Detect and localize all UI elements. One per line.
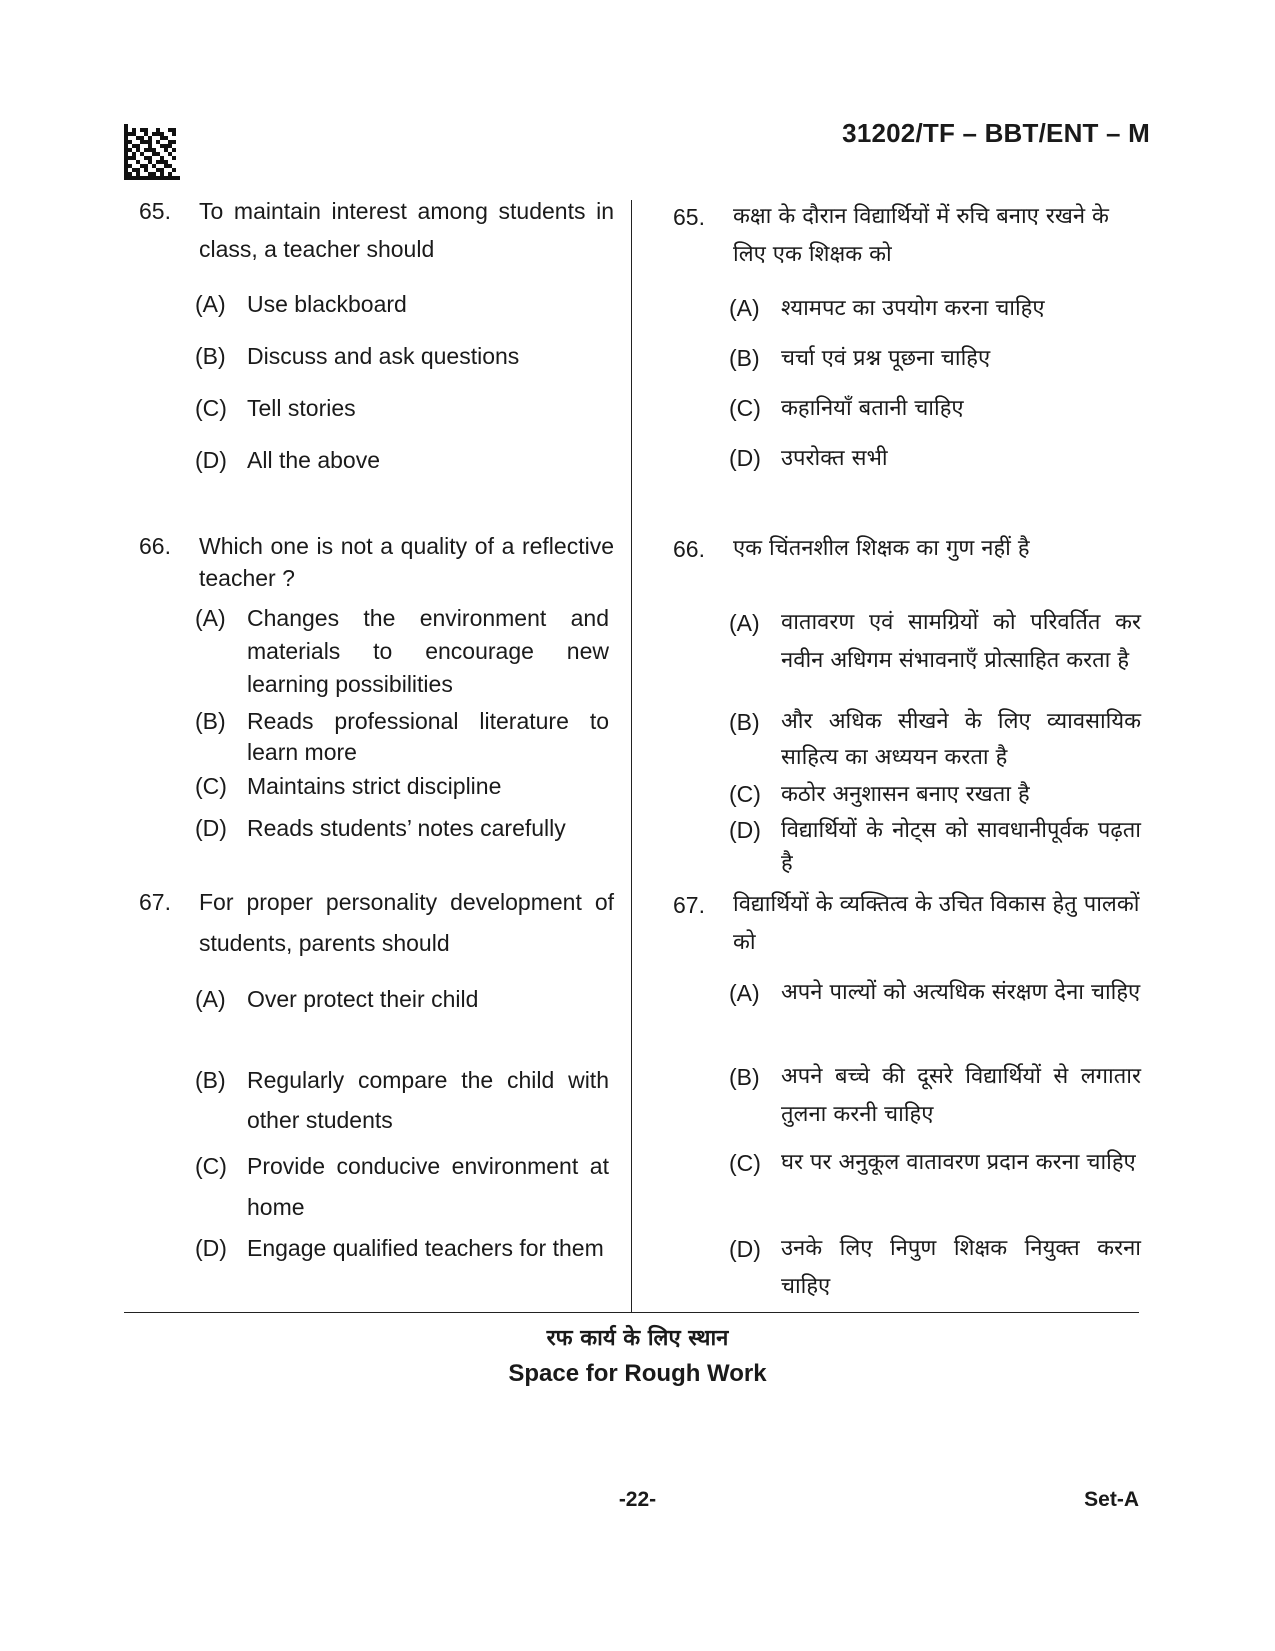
question-stem: For proper personality development of students, parents should	[199, 889, 614, 956]
question-number: 67.	[139, 889, 171, 915]
question-number: 66.	[139, 533, 171, 559]
option-text: Engage qualified teachers for them	[247, 1235, 604, 1261]
question-stem: कक्षा के दौरान विद्यार्थियों में रुचि बनाए रखने के लिए एक शिक्षक को	[733, 204, 1109, 267]
option-label: (D)	[195, 815, 227, 841]
option-text: Provide conducive environment at home	[247, 1153, 609, 1220]
option-label: (A)	[729, 610, 760, 636]
option-label: (C)	[729, 781, 761, 807]
option-text: Changes the environment and materials to encourage new learning possibilities	[247, 605, 609, 697]
option-text: उपरोक्त सभी	[781, 446, 888, 471]
option-label: (C)	[729, 1150, 761, 1176]
question-stem: विद्यार्थियों के व्यक्तित्व के उचित विकास हेतु पालकों को	[733, 892, 1140, 955]
option-text: Reads professional literature to learn more	[247, 708, 609, 765]
qr-code-icon	[124, 124, 180, 180]
option-text: विद्यार्थियों के नोट्स को सावधानीपूर्वक पढ़ता है	[781, 818, 1141, 876]
option-text: Use blackboard	[247, 291, 407, 317]
option-text: वातावरण एवं सामग्रियों को परिवर्तित कर नवीन अधिगम संभावनाएँ प्रोत्साहित करता है	[781, 610, 1141, 673]
option-label: (B)	[729, 345, 760, 371]
option-label: (B)	[195, 708, 226, 734]
page-number: -22-	[618, 1488, 657, 1511]
option-label: (A)	[195, 291, 226, 317]
paper-code: 31202/TF – BBT/ENT – M	[842, 118, 1150, 148]
option-label: (D)	[195, 1235, 227, 1261]
option-text: उनके लिए निपुण शिक्षक नियुक्त करना चाहिए	[781, 1236, 1141, 1299]
column-divider	[631, 200, 632, 1312]
option-label: (D)	[729, 445, 761, 471]
question-stem: Which one is not a quality of a reflective teacher ?	[199, 533, 614, 591]
option-text: Over protect their child	[247, 986, 479, 1012]
question-number: 65.	[673, 204, 705, 230]
option-label: (C)	[195, 1153, 227, 1179]
option-label: (C)	[195, 773, 227, 799]
option-text: All the above	[247, 447, 380, 473]
rough-work-heading-hindi: रफ कार्य के लिए स्थान	[546, 1326, 729, 1351]
option-text: Reads students’ notes carefully	[247, 815, 566, 841]
question-number: 65.	[139, 198, 171, 224]
option-label: (D)	[195, 447, 227, 473]
question-stem: To maintain interest among students in class, a teacher should	[199, 198, 614, 262]
option-text: अपने पाल्यों को अत्यधिक संरक्षण देना चाहिए	[781, 980, 1141, 1005]
option-text: Discuss and ask questions	[247, 343, 520, 369]
question-number: 66.	[673, 536, 705, 562]
option-text: कठोर अनुशासन बनाए रखता है	[781, 782, 1030, 807]
set-label: Set-A	[1084, 1488, 1139, 1511]
section-divider	[124, 1312, 1139, 1313]
option-text: अपने बच्चे की दूसरे विद्यार्थियों से लगातार तुलना करनी चाहिए	[781, 1064, 1141, 1127]
option-label: (C)	[195, 395, 227, 421]
option-label: (B)	[729, 1064, 760, 1090]
rough-work-heading-english: Space for Rough Work	[508, 1360, 767, 1387]
option-text: Tell stories	[247, 395, 356, 421]
option-label: (B)	[729, 709, 760, 735]
option-label: (D)	[729, 1236, 761, 1262]
option-text: घर पर अनुकूल वातावरण प्रदान करना चाहिए	[781, 1150, 1136, 1175]
question-stem: एक चिंतनशील शिक्षक का गुण नहीं है	[733, 536, 1030, 561]
option-label: (A)	[195, 605, 226, 631]
option-label: (A)	[729, 980, 760, 1006]
option-label: (B)	[195, 343, 226, 369]
option-text: और अधिक सीखने के लिए व्यावसायिक साहित्य का अध्ययन करता है	[781, 709, 1141, 770]
option-text: श्यामपट का उपयोग करना चाहिए	[781, 296, 1045, 321]
option-text: चर्चा एवं प्रश्न पूछना चाहिए	[781, 346, 991, 371]
question-number: 67.	[673, 892, 705, 918]
option-text: कहानियाँ बतानी चाहिए	[781, 396, 964, 421]
option-text: Regularly compare the child with other students	[247, 1067, 609, 1133]
option-label: (D)	[729, 817, 761, 843]
option-label: (C)	[729, 395, 761, 421]
option-label: (A)	[195, 986, 226, 1012]
option-text: Maintains strict discipline	[247, 773, 502, 799]
option-label: (A)	[729, 295, 760, 321]
option-label: (B)	[195, 1067, 226, 1093]
